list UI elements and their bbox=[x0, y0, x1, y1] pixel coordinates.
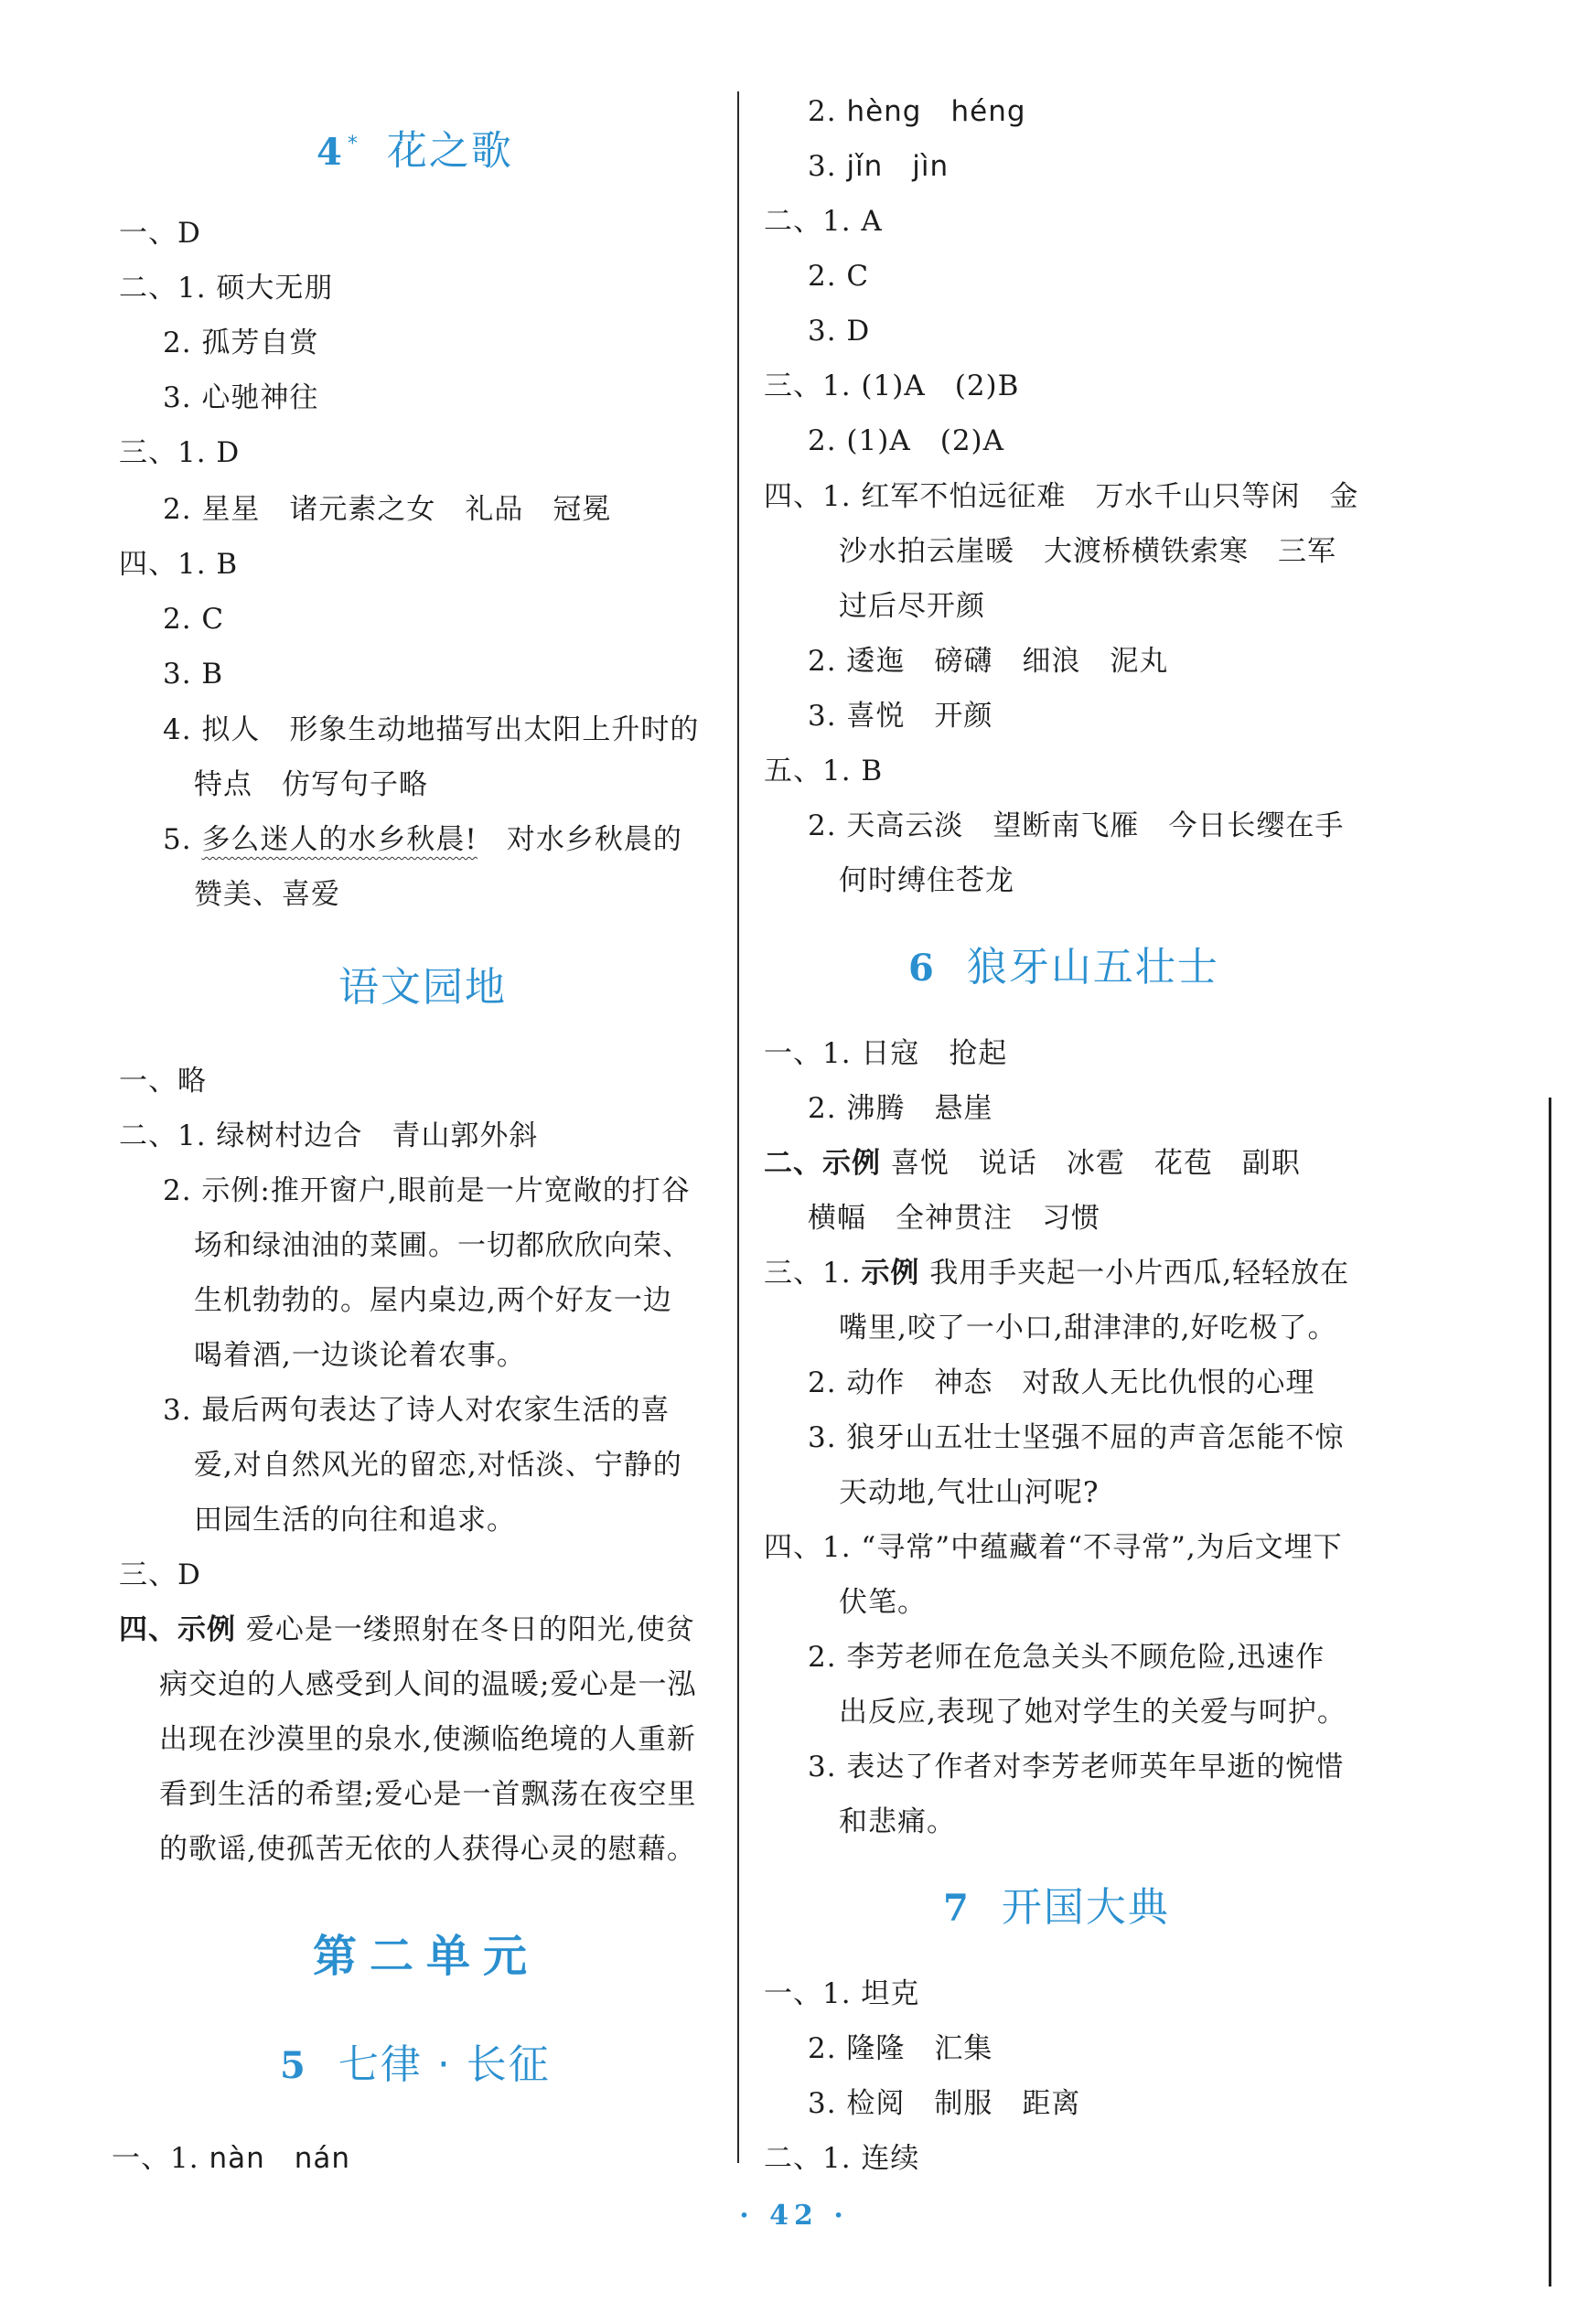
example-label: 示例 bbox=[861, 1257, 920, 1290]
answer-line: 4. 拟人 形象生动地描写出太阳上升时的 bbox=[163, 713, 700, 746]
answer-line: 一、D bbox=[119, 217, 201, 250]
pinyin-answer: jǐn jìn bbox=[846, 150, 950, 183]
unit-heading: 第二单元 bbox=[313, 1931, 541, 1982]
answer-line bbox=[764, 1255, 1349, 1291]
answer-line: 2. C bbox=[163, 603, 225, 636]
answer-line: 爱,对自然风光的留恋,对恬淡、宁静的 bbox=[194, 1449, 682, 1482]
answer-line: 一、1. 日寇 抢起 bbox=[764, 1037, 1008, 1070]
answer-line: 3. 最后两句表达了诗人对农家生活的喜 bbox=[163, 1394, 671, 1427]
answer-line: 和悲痛。 bbox=[839, 1805, 956, 1838]
page-edge-line bbox=[1549, 1098, 1551, 2287]
section-title-7: 7 开国大典 bbox=[943, 1884, 1170, 1931]
answer-line: 3. 喜悦 开颜 bbox=[808, 700, 993, 733]
answer-line: 三、1. D bbox=[119, 436, 241, 469]
item-number: 2. bbox=[808, 95, 847, 128]
answer-line: 伏笔。 bbox=[839, 1586, 927, 1619]
answer-line bbox=[808, 93, 1026, 130]
answer-text: 对水乡秋晨的 bbox=[477, 823, 682, 856]
item-number: 3. bbox=[808, 150, 847, 183]
answer-line: 赞美、喜爱 bbox=[194, 878, 340, 911]
answer-line: 嘴里,咬了一小口,甜津津的,好吃极了。 bbox=[839, 1312, 1337, 1344]
answer-line: 出反应,表现了她对学生的关爱与呵护。 bbox=[839, 1696, 1347, 1729]
page-number: · 42 · bbox=[739, 2200, 849, 2232]
answer-line: 横幅 全神贯注 习惯 bbox=[808, 1202, 1100, 1235]
answer-line: 2. 天高云淡 望断南飞雁 今日长缨在手 bbox=[808, 809, 1345, 842]
example-label: 四、示例 bbox=[119, 1613, 236, 1646]
pinyin-answer: nàn nán bbox=[209, 2142, 351, 2175]
column-divider bbox=[737, 91, 739, 2163]
example-label: 二、示例 bbox=[764, 1147, 881, 1180]
section-title-yuwenyuandi: 语文园地 bbox=[338, 964, 507, 1011]
answer-line: 病交迫的人感受到人间的温暖;爱心是一泓 bbox=[159, 1668, 697, 1701]
answer-line bbox=[112, 2140, 350, 2177]
answer-line bbox=[764, 1145, 1301, 1182]
answer-line bbox=[119, 1612, 695, 1648]
answer-line: 二、1. 绿树村边合 青山郭外斜 bbox=[119, 1119, 539, 1152]
answer-line: 喝着酒,一边谈论着农事。 bbox=[194, 1339, 526, 1372]
answer-line: 五、1. B bbox=[764, 755, 884, 787]
answer-line: 3. 检阅 制服 距离 bbox=[808, 2087, 1081, 2120]
answer-line: 一、1. 坦克 bbox=[764, 1977, 920, 2010]
answer-line: 过后尽开颜 bbox=[839, 590, 985, 623]
answer-line: 2. 孤芳自赏 bbox=[163, 327, 319, 359]
answer-line: 四、1. “寻常”中蕴藏着“不寻常”,为后文埋下 bbox=[764, 1531, 1343, 1564]
answer-line: 3. 心驰神往 bbox=[163, 381, 319, 414]
answer-line: 3. 表达了作者对李芳老师英年早逝的惋惜 bbox=[808, 1751, 1345, 1783]
item-number: 5. bbox=[163, 823, 202, 856]
answer-line: 2. 李芳老师在危急关头不顾危险,迅速作 bbox=[808, 1641, 1325, 1674]
answer-line: 2. 动作 神态 对敌人无比仇恨的心理 bbox=[808, 1366, 1315, 1399]
answer-line: 出现在沙漠里的泉水,使濒临绝境的人重新 bbox=[159, 1723, 696, 1756]
answer-line: 四、1. 红军不怕远征难 万水千山只等闲 金 bbox=[764, 480, 1359, 513]
item-number: 一、1. bbox=[112, 2142, 209, 2175]
answer-line: 的歌谣,使孤苦无依的人获得心灵的慰藉。 bbox=[159, 1833, 696, 1866]
answer-line: 场和绿油油的菜圃。一切都欣欣向荣、 bbox=[194, 1229, 692, 1262]
item-number: 三、1. bbox=[764, 1257, 862, 1290]
answer-text: 喜悦 说话 冰雹 花苞 副职 bbox=[881, 1147, 1301, 1180]
answer-line: 田园生活的向往和追求。 bbox=[194, 1504, 516, 1537]
answer-line: 2. 星星 诸元素之女 礼品 冠冕 bbox=[163, 493, 612, 526]
answer-line: 二、1. 硕大无朋 bbox=[119, 272, 334, 305]
answer-line: 2. C bbox=[808, 260, 870, 293]
answer-line: 沙水拍云崖暖 大渡桥横铁索寒 三军 bbox=[839, 535, 1336, 568]
answer-line: 四、1. B bbox=[119, 548, 239, 581]
answer-line: 3. D bbox=[808, 315, 871, 348]
answer-line: 何时缚住苍龙 bbox=[839, 864, 1014, 897]
answer-line: 生机勃勃的。屋内桌边,两个好友一边 bbox=[194, 1284, 672, 1317]
section-title-5: 5 七律 · 长征 bbox=[280, 2041, 551, 2088]
answer-line: 2. 逶迤 磅礴 细浪 泥丸 bbox=[808, 645, 1169, 678]
section-title-6: 6 狼牙山五壮士 bbox=[908, 944, 1219, 991]
wavy-underlined-sentence: 多么迷人的水乡秋晨! bbox=[201, 823, 477, 856]
answer-line: 2. 隆隆 汇集 bbox=[808, 2032, 993, 2065]
pinyin-answer: hèng héng bbox=[846, 95, 1026, 128]
answer-line: 天动地,气壮山河呢? bbox=[839, 1476, 1100, 1509]
answer-line bbox=[808, 148, 949, 185]
section-title-4: 4 * 花之歌 bbox=[317, 127, 513, 175]
answer-line: 2. 沸腾 悬崖 bbox=[808, 1092, 993, 1125]
answer-line: 2. (1)A (2)A bbox=[808, 424, 1005, 457]
answer-line: 3. B bbox=[163, 658, 224, 691]
answer-line: 2. 示例:推开窗户,眼前是一片宽敞的打谷 bbox=[163, 1174, 691, 1207]
answer-line: 三、D bbox=[119, 1558, 201, 1591]
answer-line: 二、1. A bbox=[764, 205, 883, 238]
answer-line: 三、1. (1)A (2)B bbox=[764, 369, 1020, 402]
answer-line: 一、略 bbox=[119, 1065, 207, 1098]
answer-text: 爱心是一缕照射在冬日的阳光,使贫 bbox=[236, 1613, 695, 1646]
answer-line bbox=[163, 821, 682, 858]
answer-text: 我用手夹起一小片西瓜,轻轻放在 bbox=[919, 1257, 1350, 1290]
answer-line: 二、1. 连续 bbox=[764, 2142, 920, 2175]
answer-line: 3. 狼牙山五壮士坚强不屈的声音怎能不惊 bbox=[808, 1421, 1345, 1454]
answer-line: 看到生活的希望;爱心是一首飘荡在夜空里 bbox=[159, 1778, 697, 1811]
answer-line: 特点 仿写句子略 bbox=[194, 768, 428, 801]
